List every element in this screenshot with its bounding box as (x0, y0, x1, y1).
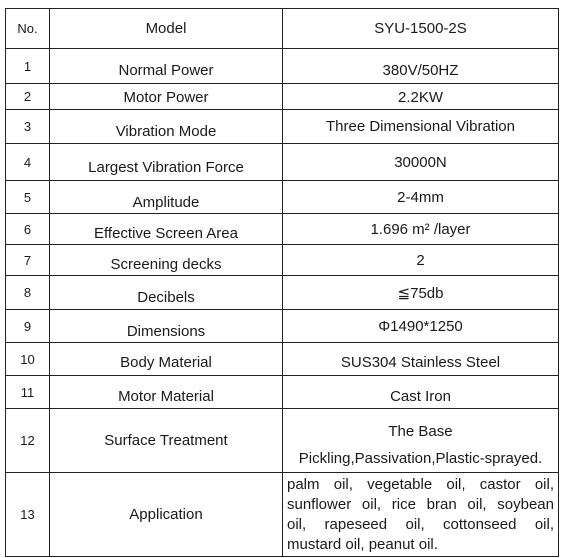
header-model-value: SYU-1500-2S (283, 9, 559, 49)
row-value: 2.2KW (283, 84, 559, 110)
row-value: 2-4mm (283, 181, 559, 214)
table-row (6, 49, 559, 84)
row-label: Normal Power (50, 49, 283, 84)
application-line: sunflower oil, rice bran oil, soybean (287, 495, 554, 513)
row-number: 9 (6, 310, 50, 343)
row-number: 10 (6, 343, 50, 376)
table-row (6, 310, 559, 343)
surface-treatment-value (283, 409, 559, 473)
row-label: Motor Power (50, 84, 283, 110)
table-row (6, 214, 559, 245)
table-row-surface-treatment (6, 409, 559, 473)
row-number: 8 (6, 276, 50, 310)
row-value: 2 (283, 245, 559, 276)
table-row (6, 376, 559, 409)
row-number: 7 (6, 245, 50, 276)
specification-table (5, 8, 559, 557)
row-number: 6 (6, 214, 50, 245)
row-label: Effective Screen Area (50, 214, 283, 245)
row-label: Surface Treatment (50, 409, 283, 473)
table-row (6, 181, 559, 214)
row-label: Vibration Mode (50, 110, 283, 144)
table-row (6, 245, 559, 276)
row-label: Motor Material (50, 376, 283, 409)
header-model: Model (50, 9, 283, 49)
row-number: 13 (6, 473, 50, 557)
table-row (6, 144, 559, 181)
application-line: mustard oil, peanut oil. (287, 535, 438, 553)
row-label: Largest Vibration Force (50, 144, 283, 181)
application-line: oil, rapeseed oil, cottonseed oil, (287, 515, 554, 533)
row-label: Screening decks (50, 245, 283, 276)
row-value: Cast Iron (283, 376, 559, 409)
row-number: 5 (6, 181, 50, 214)
row-number: 3 (6, 110, 50, 144)
row-label: Body Material (50, 343, 283, 376)
row-number: 4 (6, 144, 50, 181)
table-row (6, 276, 559, 310)
surface-line-1: The Base (388, 422, 453, 440)
row-label: Decibels (50, 276, 283, 310)
row-label: Dimensions (50, 310, 283, 343)
row-value: 30000N (283, 144, 559, 181)
row-number: 2 (6, 84, 50, 110)
header-no: No. (6, 9, 50, 49)
row-number: 11 (6, 376, 50, 409)
table-row (6, 84, 559, 110)
surface-line-2: Pickling,Passivation,Plastic-sprayed. (298, 449, 543, 467)
row-number: 12 (6, 409, 50, 473)
row-label: Application (50, 473, 283, 557)
table-header-row (6, 9, 559, 49)
row-number: 1 (6, 49, 50, 84)
row-value: 380V/50HZ (283, 49, 559, 84)
row-value: 1.696 m² /layer (283, 214, 559, 245)
row-value: ≦75db (283, 276, 559, 310)
table-row (6, 343, 559, 376)
row-value: Φ1490*1250 (283, 310, 559, 343)
table-row (6, 110, 559, 144)
table-row-application (6, 473, 559, 557)
row-label: Amplitude (50, 181, 283, 214)
row-value: SUS304 Stainless Steel (283, 343, 559, 376)
application-value (283, 473, 559, 557)
application-line: palm oil, vegetable oil, castor oil, (287, 475, 554, 493)
row-value: Three Dimensional Vibration (283, 110, 559, 144)
